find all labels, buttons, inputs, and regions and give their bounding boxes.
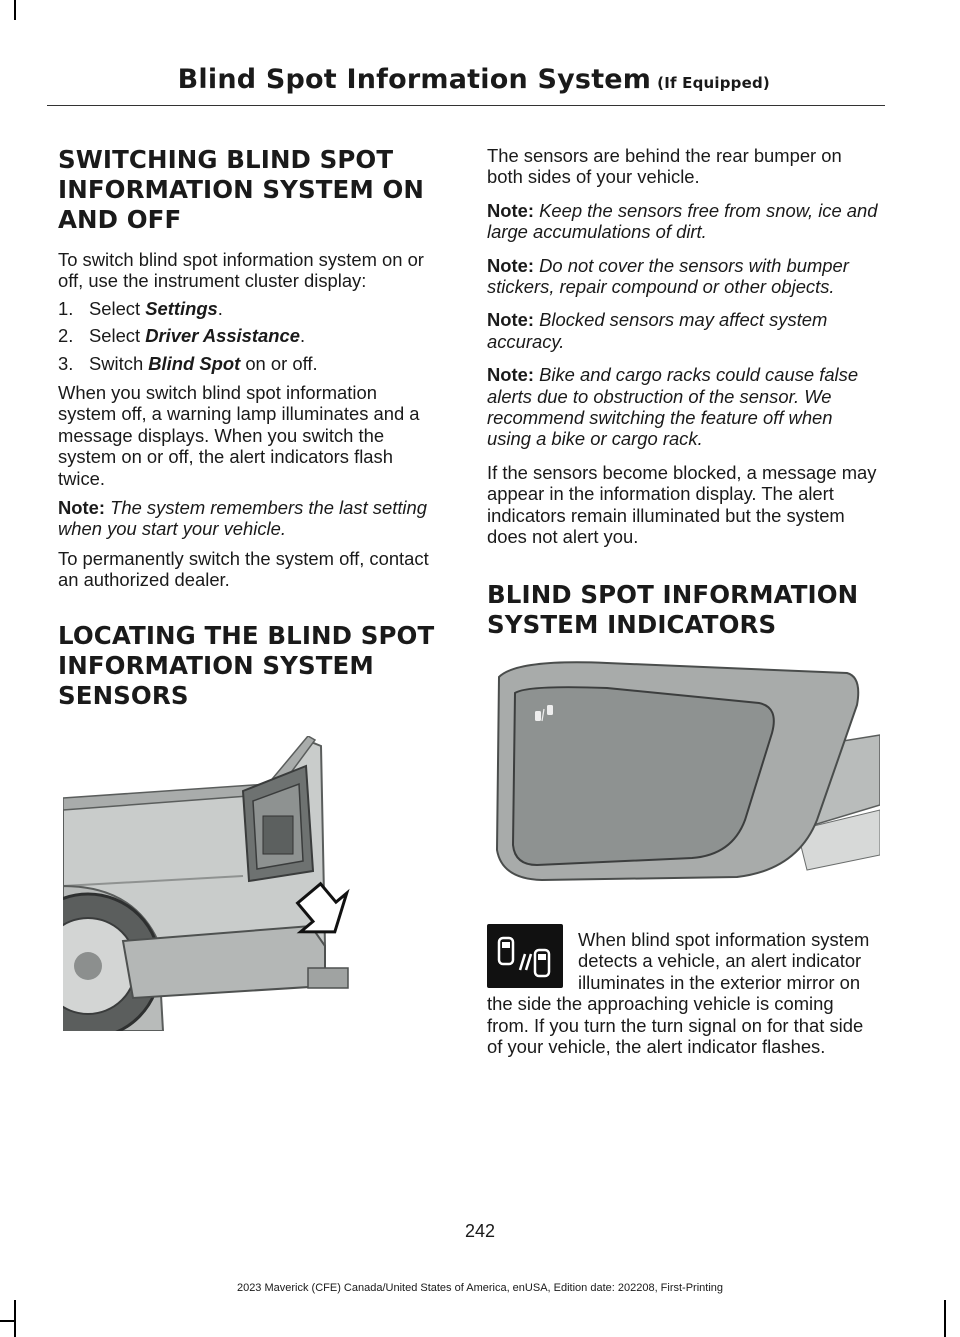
indicator-paragraph: When blind spot information system detects a vehicle, an alert indicator illuminates in the exterior mirror on the side the approaching vehicle is coming from. If you turn the turn signal on for that side of your vehicle, the alert indicator flashes. <box>487 929 870 1058</box>
mirror-indicator-illustration <box>487 655 880 885</box>
step-item: 3. Switch Blind Spot on or off. <box>58 352 318 374</box>
crop-mark-top-left <box>14 0 16 20</box>
sensor-location-paragraph: The sensors are behind the rear bumper on both sides of your vehicle. <box>487 145 842 188</box>
footer-edition: 2023 Maverick (CFE) Canada/United States of America, enUSA, Edition date: 202208, First-Printing <box>236 1282 724 1294</box>
truck-sensor-illustration <box>63 736 435 1031</box>
icon-spacer <box>487 929 578 992</box>
note: Note: Do not cover the sensors with bumper stickers, repair compound or other objects. <box>487 254 849 298</box>
crop-mark-bottom-left-h <box>0 1320 14 1322</box>
page-title <box>178 64 770 95</box>
header-divider <box>47 105 885 106</box>
indicator-description <box>487 929 880 1057</box>
section-heading-locating: LOCATING THE BLIND SPOT INFORMATION SYSTEM SENSORS <box>58 620 435 710</box>
intro-paragraph: To switch blind spot information system on or off, use the instrument cluster display: <box>58 249 424 292</box>
step-item: 1. Select Settings. <box>58 297 223 319</box>
crop-mark-bottom-left <box>14 1300 16 1337</box>
steps-list <box>58 298 438 374</box>
switch-off-paragraph: When you switch blind spot information system off, a warning lamp illuminates and a message displays. When you switch the system on or off, the alert indicators flash twice. <box>58 382 420 489</box>
note: Note: Keep the sensors free from snow, ice and large accumulations of dirt. <box>487 199 878 243</box>
crop-mark-bottom-right <box>944 1300 946 1337</box>
note: Note: Bike and cargo racks could cause false alerts due to obstruction of the sensor. We recommend switching the feature off when using a bike or cargo rack. <box>487 364 859 450</box>
blocked-sensors-paragraph: If the sensors become blocked, a message may appear in the information display. The alert indicators remain illuminated but the system does not alert you. <box>487 461 877 548</box>
note: Note: The system remembers the last setting when you start your vehicle. <box>58 497 427 540</box>
permanent-off-paragraph: To permanently switch the system off, contact an authorized dealer. <box>58 547 429 591</box>
page-title-main: Blind Spot Information System <box>177 64 652 95</box>
section-heading-indicators: BLIND SPOT INFORMATION SYSTEM INDICATORS <box>487 579 859 639</box>
right-column <box>487 145 880 640</box>
step-item: 2. Select Driver Assistance. <box>58 325 306 347</box>
section-heading-switching: SWITCHING BLIND SPOT INFORMATION SYSTEM ON AND OFF <box>58 145 424 234</box>
left-column <box>58 145 438 711</box>
note: Note: Blocked sensors may affect system accuracy. <box>487 309 828 352</box>
page-number: 242 <box>464 1221 496 1241</box>
page-title-subtitle: (If Equipped) <box>657 74 770 92</box>
